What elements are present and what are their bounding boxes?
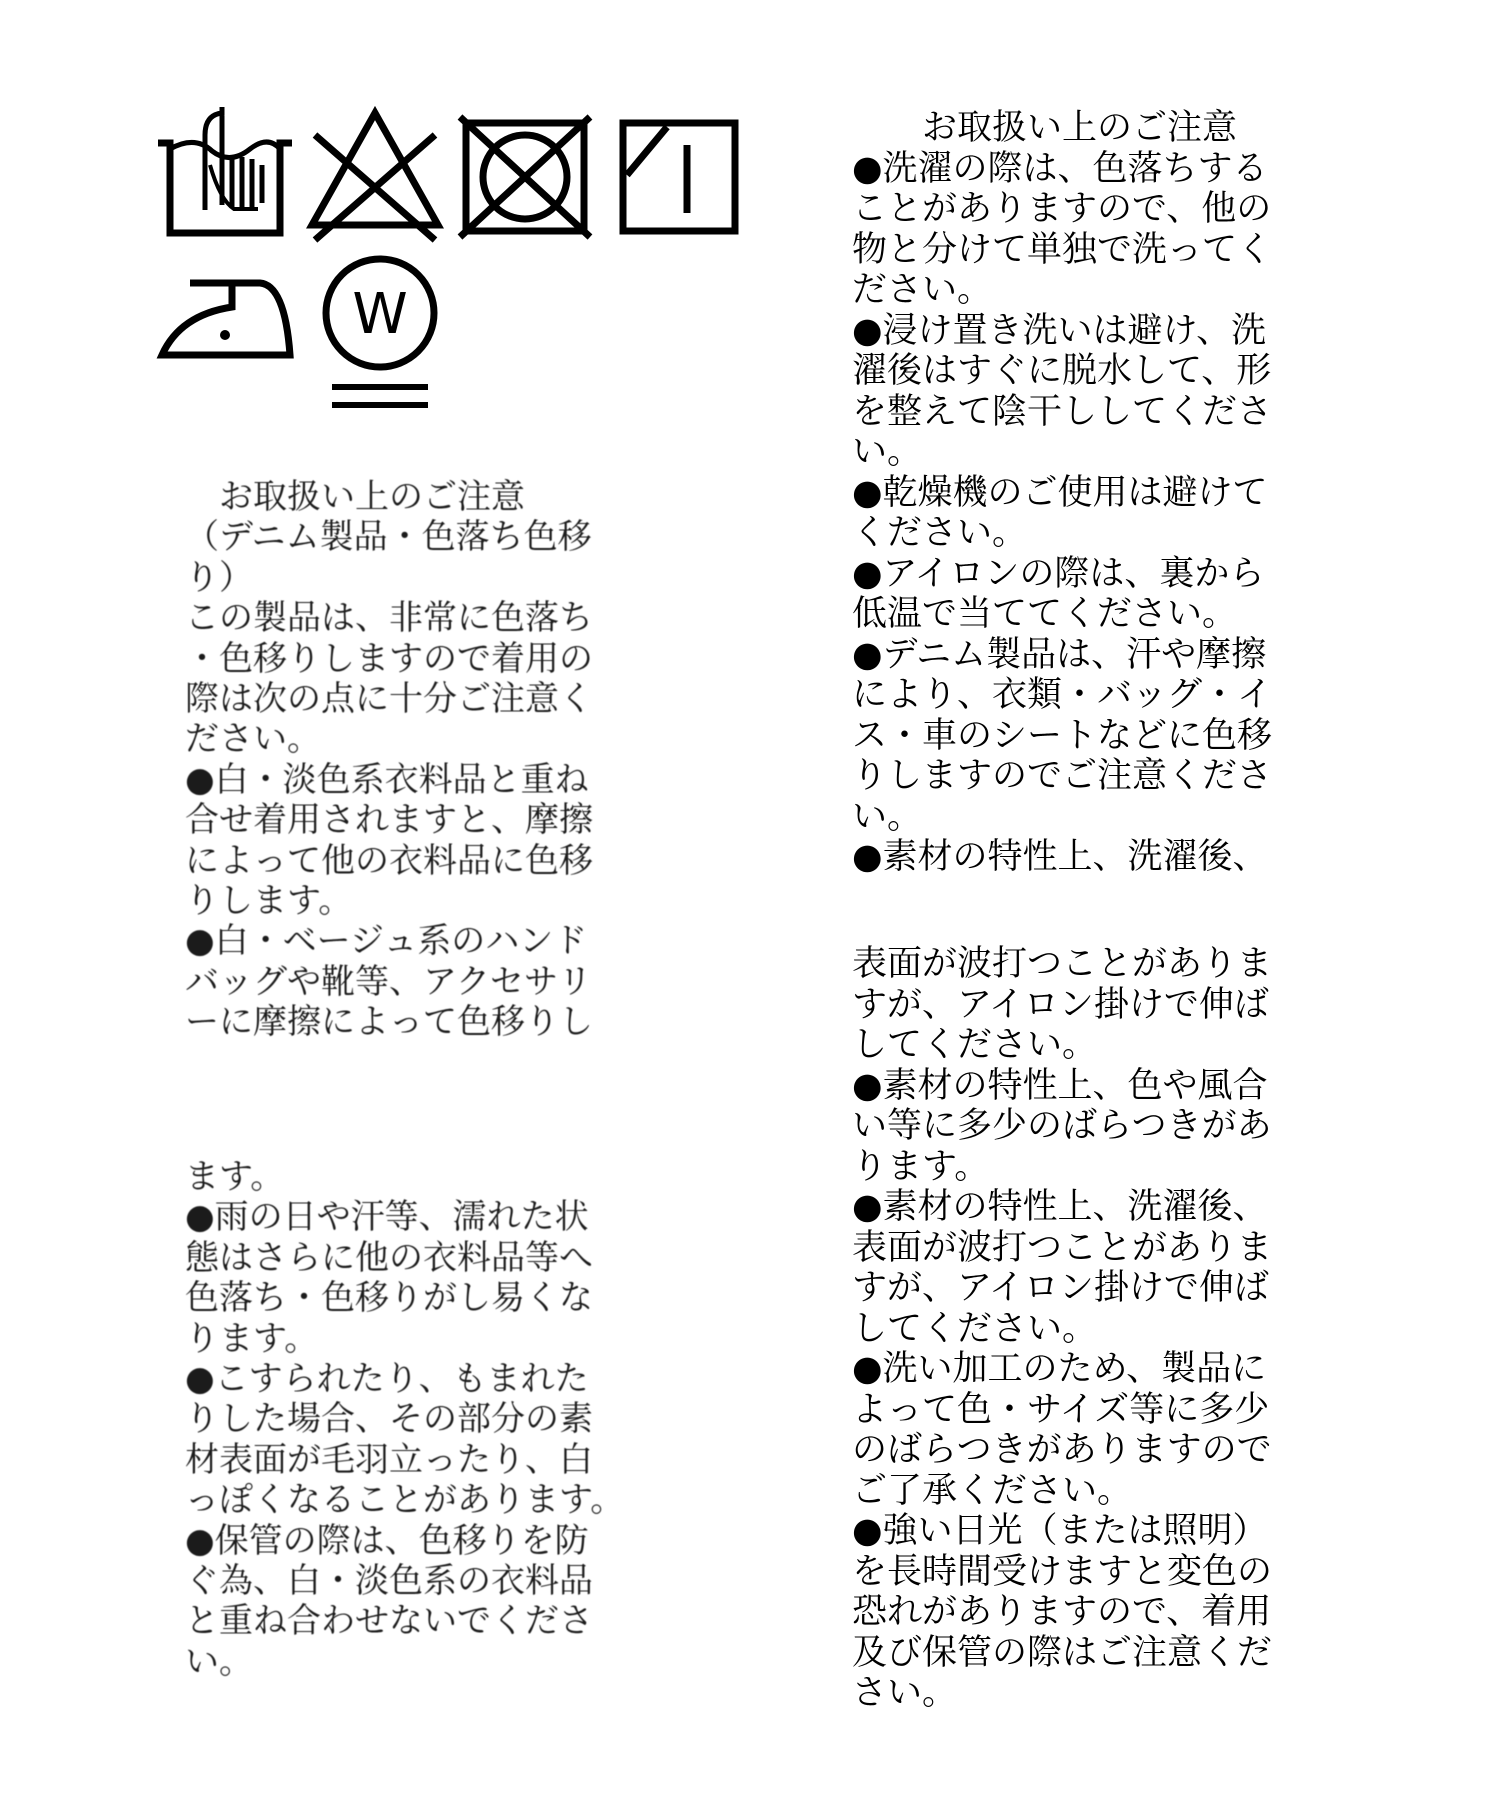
notice-text-line: 低温で当ててください。 [852, 594, 1238, 634]
notice-text-line: ださい。 [185, 719, 321, 760]
notice-text-line: してください。 [852, 1025, 1098, 1065]
notice-text-line: ●白・淡色系衣料品と重ね [185, 759, 589, 800]
svg-text:W: W [352, 282, 408, 347]
notice-text-line: すが、アイロン掛けで伸ば [852, 984, 1269, 1025]
left-notice-second-block [185, 1157, 685, 1682]
no-tumble-dry-icon [450, 105, 600, 245]
notice-heading-line: お取扱い上のご注意 [185, 477, 525, 517]
notice-text-line: ・色移りしますので着用の [185, 638, 593, 679]
iron-low-icon [150, 255, 300, 385]
notice-text-line: ●白・ベージュ系のハンド [185, 921, 588, 962]
notice-heading-line: お取扱い上のご注意 [852, 108, 1238, 148]
notice-text-line: 色落ち・色移りがし易くな [185, 1278, 593, 1319]
notice-text-line: ご了承ください。 [852, 1470, 1133, 1511]
notice-text-line: ●デニム製品は、汗や摩擦 [852, 634, 1267, 675]
notice-text-line: り） [185, 557, 253, 598]
notice-text-line: ください。 [852, 513, 1028, 553]
no-bleach-icon [300, 105, 450, 245]
notice-text-line: この製品は、非常に色落ち [185, 598, 593, 639]
notice-text-line: のばらつきがありますので [852, 1430, 1272, 1470]
notice-text-line: ●素材の特性上、洗濯後、 [852, 837, 1268, 877]
notice-text-line: 濯後はすぐに脱水して、形 [852, 351, 1272, 391]
notice-text-line: ーに摩擦によって色移りし [185, 1002, 593, 1043]
notice-text-line: 合せ着用されますと、摩擦 [185, 800, 593, 841]
notice-text-line: と重ね合わせないでくださ [185, 1601, 593, 1642]
notice-text-line: バッグや靴等、アクセサリ [185, 961, 592, 1002]
notice-text-line: さい。 [852, 1673, 958, 1713]
notice-text-line: っぽくなることがあります。 [185, 1480, 625, 1521]
notice-text-line: い。 [185, 1641, 253, 1682]
notice-text-line: 及び保管の際はご注意くだ [852, 1632, 1273, 1673]
notice-text-line: ます。 [185, 1157, 285, 1197]
notice-text-line: すが、アイロン掛けで伸ば [852, 1268, 1269, 1308]
notice-text-line: ●こすられたり、もまれた [185, 1358, 589, 1399]
notice-text-line: い。 [852, 432, 923, 472]
care-symbols [150, 105, 750, 415]
notice-text-line: ●アイロンの際は、裏から [852, 553, 1265, 594]
notice-text-line: ります。 [852, 1146, 990, 1187]
notice-text-line: ●素材の特性上、色や風合 [852, 1065, 1268, 1106]
notice-text-line: ります。 [185, 1318, 319, 1359]
notice-text-line: によって他の衣料品に色移 [185, 840, 593, 881]
notice-text-line: ぐ為、白・淡色系の衣料品 [185, 1560, 593, 1601]
notice-text-line: （デニム製品・色落ち色移 [185, 517, 592, 558]
notice-text-line: ことがありますので、他の [852, 189, 1272, 229]
notice-text-line: ●保管の際は、色移りを防 [185, 1520, 589, 1561]
notice-text-line: ださい。 [852, 270, 993, 310]
notice-text-line: 材表面が毛羽立ったり、白 [185, 1439, 593, 1480]
notice-text-line: を整えて陰干ししてくださ [852, 391, 1273, 432]
right-notice-second-block [852, 944, 1472, 1714]
notice-text-line: 物と分けて単独で洗ってく [852, 229, 1273, 270]
notice-text-line: 表面が波打つことがありま [852, 944, 1273, 984]
notice-text-line: りします。 [185, 880, 353, 921]
notice-text-line: りしますのでご注意くださ [852, 756, 1273, 796]
notice-text-line: により、衣類・バッグ・イ [852, 675, 1273, 715]
notice-text-line: 恐れがありますので、着用 [852, 1592, 1272, 1632]
left-notice-first-block [185, 477, 685, 1042]
notice-text-line: ●素材の特性上、洗濯後、 [852, 1187, 1268, 1227]
line-dry-shade-icon [605, 105, 755, 245]
notice-text-line: を長時間受けますと変色の [852, 1551, 1273, 1592]
wet-clean-icon [310, 245, 450, 415]
notice-text-line: い。 [852, 796, 923, 837]
hand-wash-icon [150, 105, 300, 245]
notice-text-line: ス・車のシートなどに色移 [852, 715, 1273, 756]
right-notice-first-block [852, 108, 1472, 878]
notice-text-line: い等に多少のばらつきがあ [852, 1106, 1272, 1146]
notice-text-line: よって色・サイズ等に多少 [852, 1389, 1270, 1430]
notice-text-line: 表面が波打つことがありま [852, 1227, 1273, 1268]
notice-text-line: ●浸け置き洗いは避け、洗 [852, 310, 1267, 351]
notice-text-line: ●強い日光（または照明） [852, 1511, 1268, 1551]
notice-text-line: ●雨の日や汗等、濡れた状 [185, 1197, 589, 1238]
notice-text-line: してください。 [852, 1308, 1098, 1349]
notice-text-line: ●洗い加工のため、製品に [852, 1349, 1267, 1389]
notice-text-line: 態はさらに他の衣料品等へ [185, 1237, 593, 1278]
notice-text-line: ●洗濯の際は、色落ちする [852, 148, 1268, 189]
notice-text-line: 際は次の点に十分ご注意く [185, 678, 593, 719]
notice-text-line: りした場合、その部分の素 [185, 1399, 593, 1440]
notice-text-line: ●乾燥機のご使用は避けて [852, 472, 1268, 513]
